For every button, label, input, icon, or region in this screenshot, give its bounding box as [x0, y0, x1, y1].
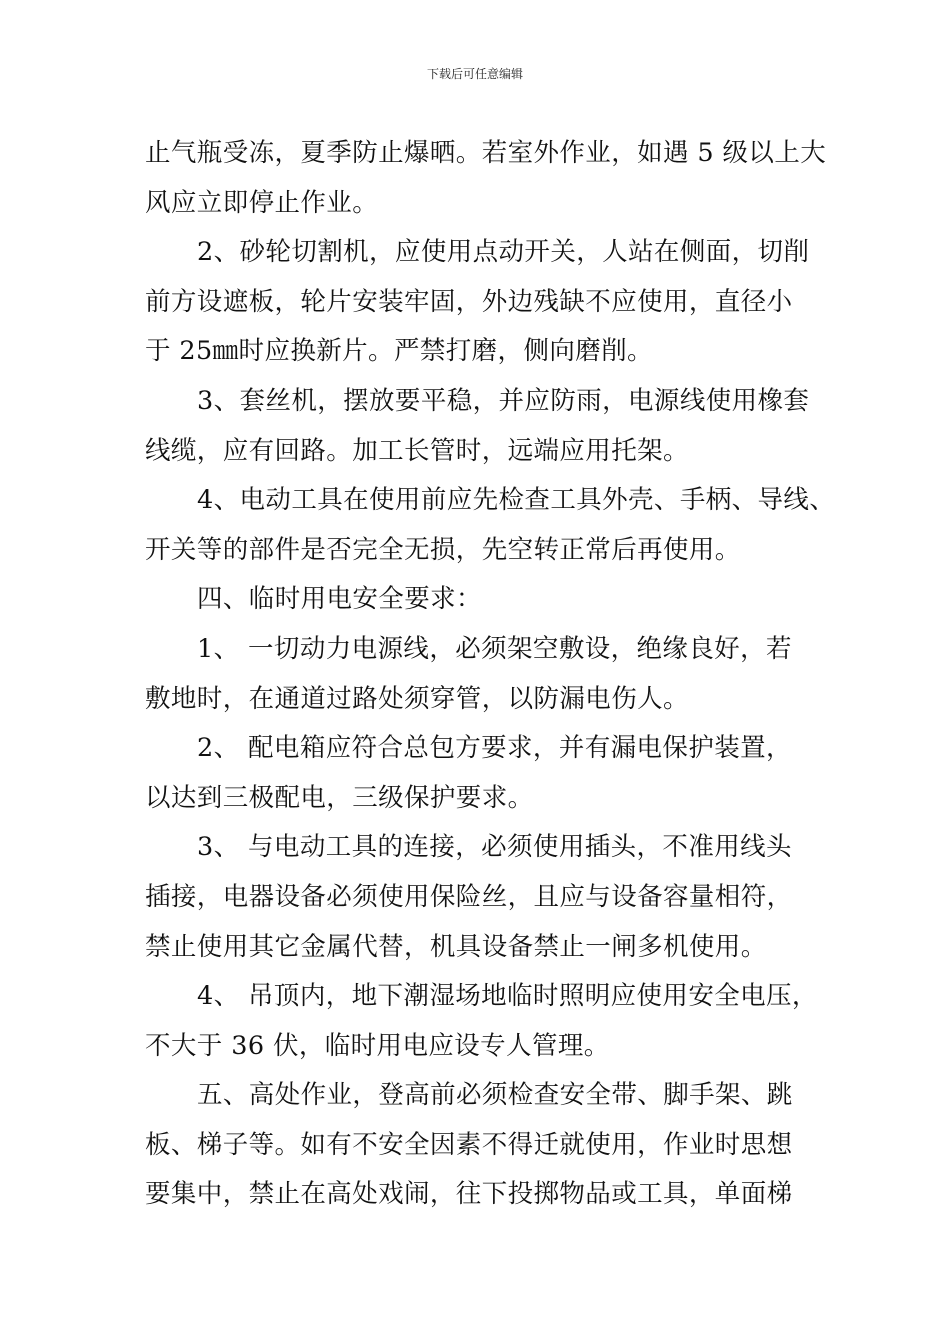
paragraph-threading-machine [145, 377, 813, 476]
paragraph-line: 风应立即停止作业。 [145, 187, 379, 218]
paragraph-line: 板、梯子等。如有不安全因素不得迁就使用，作业时思想 [145, 1129, 793, 1160]
paragraph-line: 线缆，应有回路。加工长管时，远端应用托架。 [145, 435, 689, 466]
paragraph-line: 4、电动工具在使用前应先检查工具外壳、手柄、导线、 [197, 485, 836, 516]
paragraph-safe-voltage [145, 972, 818, 1071]
paragraph-power-tools [145, 476, 836, 575]
paragraph-line: 禁止使用其它金属代替，机具设备禁止一闸多机使用。 [145, 931, 767, 962]
paragraph-work-at-height [145, 1071, 813, 1220]
paragraph-line: 止气瓶受冻，夏季防止爆晒。若室外作业，如遇 5 级以上大 [145, 138, 827, 168]
section-heading-temporary-power [145, 575, 813, 625]
document-body [145, 129, 836, 1220]
paragraph-line: 4、 吊顶内，地下潮湿场地临时照明应使用安全电压， [197, 981, 818, 1012]
paragraph-line: 五、高处作业，登高前必须检查安全带、脚手架、跳 [197, 1080, 793, 1111]
paragraph-line: 3、套丝机，摆放要平稳，并应防雨，电源线使用橡套 [197, 385, 810, 416]
paragraph-line: 开关等的部件是否完全无损，先空转正常后再使用。 [145, 534, 741, 565]
paragraph-line: 于 25㎜时应换新片。严禁打磨，侧向磨削。 [145, 336, 653, 367]
page-header: 下载后可任意编辑 [426, 67, 523, 81]
paragraph-line: 不大于 36 伏，临时用电应设专人管理。 [145, 1030, 610, 1061]
paragraph-line: 四、临时用电安全要求： [197, 584, 482, 615]
paragraph-power-lines [145, 625, 813, 724]
paragraph-line: 前方设遮板，轮片安装牢固，外边残缺不应使用，直径小 [145, 286, 793, 317]
paragraph-line: 2、 配电箱应符合总包方要求，并有漏电保护装置， [197, 733, 792, 764]
paragraph-line: 2、砂轮切割机，应使用点动开关，人站在侧面，切削 [197, 237, 810, 268]
paragraph-tool-connection [145, 823, 813, 972]
paragraph-distribution-box [145, 724, 813, 823]
paragraph-line: 要集中，禁止在高处戏闹，往下投掷物品或工具，单面梯 [145, 1179, 793, 1210]
paragraph-line: 3、 与电动工具的连接，必须使用插头，不准用线头 [197, 832, 792, 863]
paragraph-line: 插接，电器设备必须使用保险丝，且应与设备容量相符， [145, 881, 793, 912]
paragraph-grinding-cutter [145, 228, 813, 377]
paragraph-line: 1、 一切动力电源线，必须架空敷设，绝缘良好，若 [197, 633, 792, 664]
paragraph-line: 敷地时，在通道过路处须穿管，以防漏电伤人。 [145, 683, 689, 714]
paragraph-cylinder-storage [145, 129, 827, 228]
paragraph-line: 以达到三极配电，三级保护要求。 [145, 782, 534, 813]
